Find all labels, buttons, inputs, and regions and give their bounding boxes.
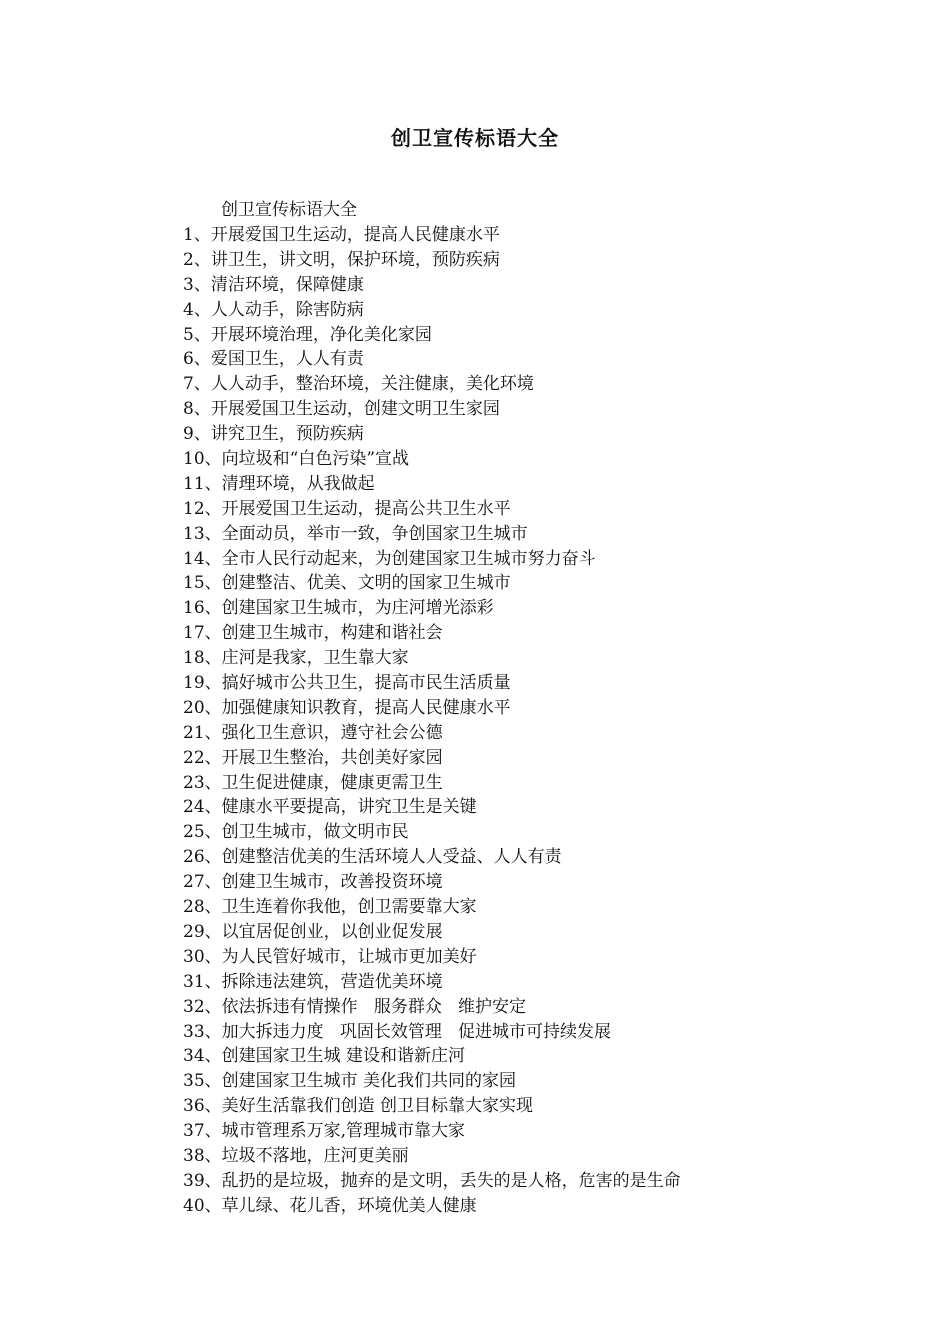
slogan-item: 40、草儿绿、花儿香，环境优美人健康 (183, 1195, 477, 1216)
slogan-item: 14、全市人民行动起来，为创建国家卫生城市努力奋斗 (183, 548, 596, 569)
slogan-item: 21、强化卫生意识，遵守社会公德 (183, 722, 443, 743)
slogan-item: 34、创建国家卫生城 建设和谐新庄河 (183, 1046, 466, 1067)
slogan-item: 39、乱扔的是垃圾，抛弃的是文明，丢失的是人格，危害的是生命 (183, 1170, 681, 1191)
slogan-item: 37、城市管理系万家,管理城市靠大家 (183, 1121, 466, 1142)
slogan-item: 10、向垃圾和“白色污染”宣战 (183, 449, 410, 470)
document-title: 创卫宣传标语大全 (391, 126, 559, 150)
slogan-item: 17、创建卫生城市，构建和谐社会 (183, 623, 443, 644)
slogan-item: 9、讲究卫生，预防疾病 (183, 424, 364, 445)
slogan-item: 19、搞好城市公共卫生，提高市民生活质量 (183, 673, 511, 694)
slogan-item: 25、创卫生城市，做文明市民 (183, 822, 409, 843)
slogan-item: 3、清洁环境，保障健康 (183, 274, 364, 295)
slogan-item: 28、卫生连着你我他，创卫需要靠大家 (183, 897, 477, 918)
slogan-item: 33、加大拆违力度 巩固长效管理 促进城市可持续发展 (183, 1021, 612, 1042)
slogan-item: 1、开展爱国卫生运动，提高人民健康水平 (183, 225, 500, 245)
slogan-item: 6、爱国卫生，人人有责 (183, 349, 364, 370)
slogan-item: 36、美好生活靠我们创造 创卫目标靠大家实现 (183, 1096, 534, 1117)
slogan-list (183, 223, 883, 1219)
slogan-item: 24、健康水平要提高，讲究卫生是关键 (183, 797, 477, 818)
slogan-item: 32、依法拆违有情操作 服务群众 维护安定 (183, 996, 527, 1017)
slogan-item: 5、开展环境治理，净化美化家园 (183, 324, 432, 345)
slogan-item: 31、拆除违法建筑，营造优美环境 (183, 971, 443, 992)
document-body (183, 198, 883, 1219)
slogan-item: 20、加强健康知识教育，提高人民健康水平 (183, 697, 511, 718)
slogan-item: 38、垃圾不落地，庄河更美丽 (183, 1145, 409, 1166)
slogan-item: 22、开展卫生整治，共创美好家园 (183, 747, 443, 768)
slogan-item: 15、创建整洁、优美、文明的国家卫生城市 (183, 573, 511, 594)
slogan-item: 7、人人动手，整治环境，关注健康，美化环境 (183, 374, 534, 395)
slogan-item: 11、清理环境，从我做起 (183, 473, 375, 494)
slogan-item: 16、创建国家卫生城市，为庄河增光添彩 (183, 598, 494, 619)
body-subtitle: 创卫宣传标语大全 (221, 200, 357, 220)
slogan-item: 27、创建卫生城市，改善投资环境 (183, 872, 443, 893)
slogan-item: 12、开展爱国卫生运动，提高公共卫生水平 (183, 498, 511, 519)
slogan-item: 26、创建整洁优美的生活环境人人受益、人人有责 (183, 847, 562, 868)
slogan-item: 23、卫生促进健康，健康更需卫生 (183, 772, 443, 793)
slogan-item: 35、创建国家卫生城市 美化我们共同的家园 (183, 1071, 517, 1092)
slogan-item: 18、庄河是我家，卫生靠大家 (183, 648, 409, 669)
slogan-item: 8、开展爱国卫生运动，创建文明卫生家园 (183, 399, 500, 420)
slogan-item: 2、讲卫生，讲文明，保护环境，预防疾病 (183, 249, 500, 270)
slogan-item: 29、以宜居促创业，以创业促发展 (183, 921, 443, 942)
slogan-item: 4、人人动手，除害防病 (183, 299, 364, 320)
slogan-item: 13、全面动员，举市一致，争创国家卫生城市 (183, 523, 528, 544)
slogan-item: 30、为人民管好城市，让城市更加美好 (183, 946, 477, 967)
